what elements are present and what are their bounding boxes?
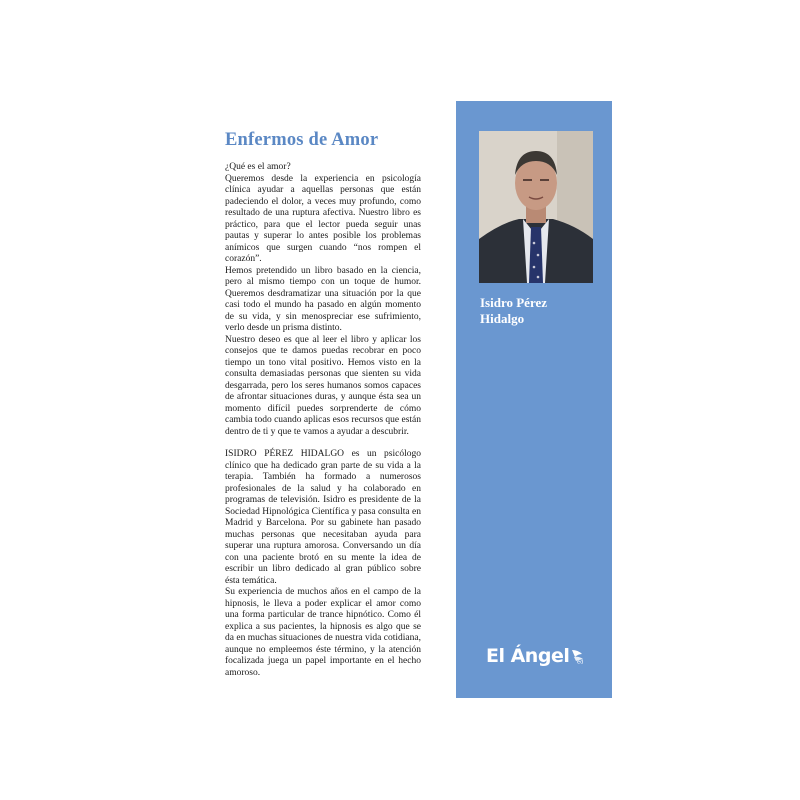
question-line: ¿Qué es el amor? — [225, 162, 291, 172]
publisher-name: El Ángel — [486, 645, 570, 667]
paragraph-science: Hemos pretendido un libro basado en la ciencia, pero al mismo tiempo con un toque de humor. Queremos desdramatizar una situación por la que casi todo el mundo ha pasado en algún momento de su vida, y sin menospreciar ese sufrimiento, verlo desde un prisma distinto. — [225, 265, 421, 333]
publisher-mark: ed — [577, 659, 584, 664]
author-name — [480, 295, 547, 327]
book-title: Enfermos de Amor — [225, 130, 379, 150]
author-photo — [479, 131, 593, 283]
author-side-panel — [456, 101, 612, 698]
author-name-line2: Hidalgo — [480, 311, 525, 326]
paragraph-hypnosis: Su experiencia de muchos años en el campo de la hipnosis, le lleva a poder explicar el amor como una forma particular de trance hipnótico. Como él explica a sus pacientes, la hipnosis es algo que se da en muchas situaciones de nuestra vida cotidiana, aunque no empleemos éste término, y la atención focalizada juega un papel importante en el hecho amoroso. — [225, 587, 421, 678]
publisher-logo — [486, 646, 586, 666]
paragraph-author-bio: ISIDRO PÉREZ HIDALGO es un psicólogo clínico que ha dedicado gran parte de su vida a la terapia. También ha formado a numerosos profesionales de la salud y ha colaborado en programas de televisión. Isidro es presidente de la Sociedad Hipnológica Científica y pasa consulta en Madrid y Barcelona. Por su gabinete han pasado muchas personas que necesitaban ayuda para superar una ruptura amorosa. Conversando un día con una paciente brotó en su mente la idea de escribir un libro dedicado al gran público sobre ésta temática. — [225, 449, 421, 586]
author-name-line1: Isidro Pérez — [480, 295, 548, 310]
paragraph-wish: Nuestro deseo es que al leer el libro y aplicar los consejos que te damos puedas recobrar en poco tiempo un tono vital positivo. Hemos visto en la consulta demasiadas personas que sienten su vida desgarrada, pero los seres humanos somos capaces de afrontar situaciones duras, y aunque ésta sea un momento difícil puedes sorprenderte de cómo cambia todo cuando aplicas esos recursos que están dentro de ti y que te vamos a ayudar a descubrir. — [225, 334, 422, 437]
back-cover-text — [225, 162, 421, 679]
paragraph-intro: Queremos desde la experiencia en psicología clínica ayudar a aquellas personas que están padeciendo el dolor, a veces muy profundo, como resultado de una ruptura afectiva. Nuestro libro es práctico, para que el lector pueda seguir unas pautas y superar lo antes posible los problemas anímicos que surgen cuando “nos rompen el corazón”. — [225, 173, 421, 264]
angel-wing-icon — [570, 648, 586, 664]
